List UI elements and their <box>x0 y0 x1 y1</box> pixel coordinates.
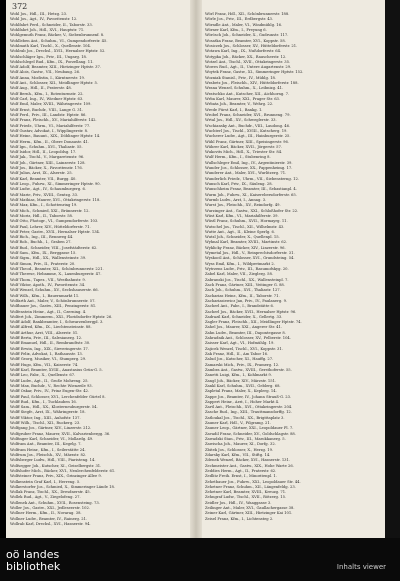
directory-entry: Zehngraf Ludw., Tischl., XVII., Rötzerg. 15. <box>205 495 287 500</box>
directory-entry: Wohlschläger Ign., Priv., III., Ungarg. 18. <box>10 54 88 59</box>
directory-entry: Zadrazil Karl, Schneider, X., Gellertg. 33. <box>205 314 283 319</box>
directory-entry: Zankl Karl, Schuhm., XVII., Geblerg. 68. <box>205 383 281 388</box>
directory-entry: Wolf Sam., Kfm., IX., Berggasse 15. <box>10 251 77 256</box>
directory-entry: Wolf Wenzel, Schuhm., XV., Sechshauserstr. 66. <box>10 288 99 293</box>
directory-entry: Wrba Karl, Maurer, XXI., Prager Str. 63. <box>205 97 281 101</box>
directory-entry: Zeilinger Ant., Maler, XVI., Gaullachergasse 38. <box>205 506 295 511</box>
directory-entry: Wolf Sigm., Hdl., XX., Wallensteinstr. 39. <box>10 256 87 261</box>
directory-entry: Wyklicky Franz, Bäcker, XIV., Linzerstr. 96. <box>205 245 286 250</box>
directory-entry: Zagler Franz, Fleischh., XII., Meidlinger Hptstr. 74. <box>205 320 302 325</box>
directory-entry: Wosiczek Jos., Schlosser, XV., Hütteldorferstr. 21. <box>205 43 298 48</box>
directory-entry: Wörle Jos., Priv., III., Erdbergstr. 43. <box>205 17 274 22</box>
directory-entry: Wolfbauer Jos., Gastw., XIII., Penzingerstr. 81. <box>10 304 97 309</box>
directory-entry: Wolff Emanuel, Hdl., II., Rembrandtstr. 30. <box>10 341 91 346</box>
directory-entry: Wolf Gustav, Advokat, I., Wipplingerstr. 8. <box>10 128 89 133</box>
directory-entry: Woller Jos., Gastw., XXI., Jedleseerstr. 102. <box>10 506 91 511</box>
directory-entry: Wrbata Joh., Beamter, V., Wehrg. 22. <box>205 102 274 107</box>
directory-entry: Wrana Wenzel, Schuhm., X., Leibnizg. 41. <box>205 86 284 91</box>
directory-entry: Wolff Siegfr., Arzt, IX., Währingerstr. 18. <box>10 410 86 415</box>
directory-entry: Wurzinger Ant., Gastw., XXI., Schloßhofer Str. 22. <box>205 208 299 213</box>
directory-entry: Wolf Leop., Fuhrw., XI., Simmeringer Hptstr. 90. <box>10 182 101 186</box>
directory-entry: Wolf Jak., Tischl., V., Margaretenstr. 96. <box>10 155 85 160</box>
directory-entry: Zabel Karl, Maler, VII., Zieglerg. 58. <box>205 272 274 277</box>
directory-entry: Wohlfahrt Joh., Hdl., XVI., Hauptstr. 71. <box>10 27 85 32</box>
directory-entry: Zedlitz Freih. Ernst, I., Minoritenpl. 1. <box>205 474 277 479</box>
directory-entry: Wolf Wilh., Kfm., I., Bauernmarkt 11. <box>10 293 80 298</box>
directory-entry: Wolf Ferd., Priv., III., Landstr. Hptstr. 86. <box>10 112 87 117</box>
directory-entry: Wolfarth Ant., Maler, V., Schönbrunnerstr. 57. <box>10 298 96 303</box>
directory-entry: Wolff Wilh., Tischl., XII., Ruckerg. 23. <box>10 421 81 426</box>
directory-entry: Wunderlich Friedr., Uhrm., VII., Siebensterng. 12. <box>205 176 300 181</box>
directory-entry: Wolf Aug., Hdl., II., Praterstr. 48. <box>10 86 72 91</box>
directory-entry: Wohlschlegel Rud., Kfm., IX., Porzellang. 11. <box>10 59 94 64</box>
directory-entry: Wolf Emil, Maler, XVIII., Währingerstr. 109. <box>10 102 92 107</box>
directory-entry: Wühl Franz, Gärtner, XIII., Speisingerstr. 96. <box>205 139 290 144</box>
viewer-edge <box>385 0 400 538</box>
directory-entry: Wutte Ant., Agt., II., Kleine Sperlg. 6. <box>205 229 276 234</box>
directory-entry: Wurmb Ludw., Arzt, I., Annag. 3. <box>205 197 267 202</box>
directory-entry: Wolf Theod., Beamter, XII., Schönbrunnerstr. 221. <box>10 267 104 271</box>
directory-entry: Wolf Simon, Priv., II., Praterstr. 20. <box>10 261 76 266</box>
directory-entry: Zamarski Mich., Priv., IX., Pramerg. 12. <box>205 362 280 367</box>
directory-entry: Wolkerstorfer Jos., Schmied, X., Simmeringer Lände 18. <box>10 484 116 489</box>
directory-entry: Wschiansky Ant., Buchdr., VIII., Laudong. 46. <box>205 123 291 128</box>
directory-entry: Wolfgruber Franz, Maurer, XVII., Kalvarienbergg. 36. <box>10 431 111 436</box>
directory-entry: Zeisel Franz, Kfm., I., Lichtensteg 2. <box>205 516 274 521</box>
directory-entry: Wyhnal Karl, Beamter, XVIII., Martinstr. 62. <box>205 240 288 245</box>
scanned-page <box>6 0 385 538</box>
directory-entry: Zapletal Franz, Maler, X., Keplerg. 14. <box>205 389 277 394</box>
directory-entry: Wolfinger Karl, Schneider, VI., Mollardg. 49. <box>10 437 94 441</box>
directory-entry: Zappe Jos., Beamter, IV., Johann Strauß-G. 23. <box>205 394 292 399</box>
directory-entry: Wolf Julius, Arzt, IX., Alserstr. 25. <box>10 171 73 176</box>
directory-entry: Wolf Heinr., Bauunt., XIX., Döblinger Hptstr. 14. <box>10 134 101 139</box>
directory-entry: Wullschleger Emil, Ing., IV., Argentinierstr. 39. <box>205 160 293 165</box>
directory-entry: Wratschko Ant., Kutscher, XII., Aichhorng. 7. <box>205 91 290 96</box>
directory-entry: Wolf Ign., Schuhm., XVI., Thaliastr. 55. <box>10 144 83 149</box>
left-column <box>10 12 188 527</box>
directory-entry: Wolfenstein Heinr., Agt., II., Czerning. 4. <box>10 309 87 314</box>
directory-entry: Wolf Herm., Kfm., II., Obere Donaustr. 41. <box>10 139 89 144</box>
directory-entry: Wörndle Ant., Maler, VI., Windmühlg. 16. <box>205 22 283 27</box>
directory-entry: Wolf Peter, Gastw., XVII., Hernalser Hptstr. 134. <box>10 229 101 234</box>
directory-entry: Zauner Leop., Gärtner, XXI., Leopoldauer Pl. 7. <box>205 426 294 431</box>
directory-entry: Zahn Ludw., Beamter, III., Dapontegasse 8. <box>205 330 286 335</box>
directory-entry: Wunschheim Franz, Beamter, III., Sebastianpl. 4. <box>205 187 297 192</box>
directory-entry: Zehetner Franz, Schuhm., XII., Längenfeldg. 23. <box>205 484 296 489</box>
directory-entry: Wolf Karl, Beamter, VII., Burgg. 40. <box>10 176 77 181</box>
directory-entry: Zacherl Jos., Bäcker, XVII., Hernalser Hptstr. 96. <box>205 309 297 314</box>
directory-entry: Wührer Karl, Bäcker, XVII., Jörgerstr. 57. <box>205 144 283 149</box>
directory-entry: Wosatka Franz, Beamter, XVI., Koppstr. 58. <box>205 38 286 43</box>
directory-entry: Wohlleben Ant., Schuhm., VI., Gumpendorferstr. 45. <box>10 38 108 43</box>
directory-entry: Wolff Berta, Priv., III., Salesianerg. 12. <box>10 336 83 341</box>
directory-entry: Wüst Karl, Kfm., VI., Mariahilferstr. 39. <box>205 213 279 218</box>
directory-entry: Wolfram Ant., Beamter, III., Kegelg. 7. <box>10 442 82 447</box>
directory-entry: Wotzel Ant., Tischl., XVII., Ottakringerstr. 35. <box>205 59 291 64</box>
logo-line1: oö landes <box>6 548 60 561</box>
directory-entry: Zawischa Joh., Maurer, XI., Dorfg. 32. <box>205 442 276 447</box>
directory-entry: Wollenek Ant., Schuhm., XVII., Rosensteing. 73. <box>10 500 100 505</box>
directory-entry: Wolff Erwin, Ing., XIX., Sieveringerstr. 17. <box>10 346 89 351</box>
directory-entry: Zabranski Jos., Tischl., XX., Wallensteinpl. 7. <box>205 277 289 282</box>
directory-entry: Zajicek Wenzel, Tischl., XVI., Koppstr. 31. <box>205 346 283 351</box>
directory-entry: Wolf Max, Kfm., I., Schottenring 19. <box>10 203 78 208</box>
directory-entry: Zacherl Ant., Fabr., I., Brandstätte 6. <box>205 304 275 309</box>
directory-entry: Wukovits Mich., Hdl., X., Triester Str. 84. <box>205 150 283 155</box>
directory-entry: Wohl Jos., Hdl., III., Hetzg. 23. <box>10 12 68 16</box>
directory-entry: Wrabetz Jos., Fleischh., XIV., Hütteldorferstr. 188. <box>205 81 299 86</box>
directory-entry: Zavadil Franz, Schneider, XV., Goldschlagstr. 88. <box>205 431 296 436</box>
directory-entry: Zbitek Jos., Schlosser, X., Herzg. 19. <box>205 447 274 452</box>
directory-entry: Wolf Paul, Lehrer, XIV., Hütteldorferstr. 71. <box>10 224 91 229</box>
directory-entry: Wrede Fürst Karl, I., Bankg. 1. <box>205 107 263 112</box>
directory-entry: Zartl Ant., Fleischh., XVI., Ottakringerstr. 204. <box>205 405 293 410</box>
directory-entry: Wolff Oskar, Priv., IV., Prinz Eugen-Str. 42. <box>10 389 90 394</box>
directory-entry: Wolf Rud., Schneider, VIII., Josefstädterstr. 62. <box>10 245 98 250</box>
directory-entry: Wolff Rud., Kfm., I., Tuchlauben 16. <box>10 399 77 404</box>
directory-entry: Wollner Herm., Kfm., II., Novarag. 38. <box>10 511 82 516</box>
directory-entry: Wohl Jos., Agt., IV., Favoritenstr. 12. <box>10 17 78 22</box>
directory-entry: Wolfert Joh., Zimmerm., XXI., Floridsdorfer Hptstr. 26. <box>10 314 113 319</box>
directory-entry: Zeiner Karl, Gärtner, XIII., Hietzinger Kai 101. <box>205 511 293 516</box>
directory-entry: Wollek Rud., Agt., V., Ziegelofeng. 27. <box>10 495 81 500</box>
directory-entry: Wolf Therese, Hebamme, X., Laxenburgerstr. 47. <box>10 272 102 277</box>
directory-entry: Wolf Otto, Photogr., VI., Gumpendorferstr. 103. <box>10 219 99 224</box>
directory-entry: Zdarsky Karl, Kfm., VII., Stiftg. 14. <box>205 452 271 457</box>
directory-entry: Wolf Mich., Schmied, XXI., Brünnerstr. 12. <box>10 208 90 213</box>
directory-entry: Zach Franz, Gärtner, XIII., Veitinger G. 88. <box>205 282 285 287</box>
directory-entry: Zawadzki Stan., Priv., III., Marokkanerg. 5. <box>205 437 286 441</box>
directory-entry: Zeddies Herm., Agt., II., Praterstr. 62. <box>205 468 277 473</box>
directory-entry: Wolff Adolf, Bankbeamter, I., Schwarzenbergpl. 3. <box>10 320 104 325</box>
directory-entry: Zehetbauer Jos., Fuhrw., XXI., Leopoldauer Str. 44. <box>205 479 301 484</box>
directory-entry: Wulf Herm., Kfm., I., Stubenring 8. <box>205 155 271 160</box>
directory-entry: Zahel Jos., Maurer, XXI., Angerer Str. 41. <box>205 325 283 330</box>
directory-entry: Wolff Karl, Beamter, XVIII., Anastasius Grün-G. 5. <box>10 367 103 372</box>
directory-entry: Wohlgemuth Franz, Bäcker, V., Siebenbrunnenf. 8. <box>10 33 105 38</box>
directory-entry: Wolf Moriz, Hdl., II., Taborstr. 58. <box>10 213 74 218</box>
directory-entry: Wolff Sam., Hdl., XX., Klosterneuburgerstr. 54. <box>10 405 98 410</box>
directory-entry: Zasche Rud., Ing., XIII., Trauttmansdorffg. 12. <box>205 410 292 415</box>
directory-entry: Wolf Ernst, Buchdr., VIII., Lange G. 31. <box>10 107 84 112</box>
directory-entry: Wolf Viktor, Apoth., IV., Favoritenstr. 34. <box>10 282 86 287</box>
directory-entry: Wolff Viktor, Ing., XIII., Auhofstr. 137. <box>10 415 81 420</box>
directory-entry: Zahradnik Ant., Schlosser, XV., Felberstr. 104. <box>205 336 291 341</box>
directory-entry: Woytek Franz, Gastw., XI., Simmeringer Hptstr. 152. <box>205 70 304 75</box>
directory-entry: Wolf Ludw., Agt., IV., Schaumburgerg. 6. <box>10 187 86 192</box>
directory-entry: Wolf Rob., Buchh., I., Graben 27. <box>10 240 72 245</box>
directory-entry: Zauner Karl, Hdl., V., Pilgramg. 21. <box>205 421 271 426</box>
directory-entry: Zacharias Heinr., Kfm., II., Taborstr. 71. <box>205 293 280 298</box>
viewer-label[interactable]: Inhalts viewer <box>336 563 386 571</box>
directory-entry: Wuchterl Jos., Tischl., XVIII., Kutscherg. 19. <box>205 128 288 133</box>
directory-entry: Wörösch Joh., Schneider, X., Gudrunstr. 117. <box>205 33 289 38</box>
directory-entry: Wytrzens Ludw., Priv., III., Rasumofskyg. 20. <box>205 267 289 271</box>
directory-entry: Wolf Mathias, Maurer, XVI., Ottakringerstr. 118. <box>10 197 101 202</box>
directory-entry: Wollrab Karl, Drechsl., XVI., Hasnerstr. 94. <box>10 522 91 526</box>
directory-entry: Wolf Bernh., Kfm., I., Rotenturmstr. 22. <box>10 91 84 96</box>
directory-entry: Zdenek Wenzel, Bäcker, XVI., Hasnerstr. 131. <box>205 458 291 463</box>
directory-entry: Wozniak Stanisl., Priv., IV., Mühlg. 18. <box>205 75 277 80</box>
directory-entry: Wohlfahrt Ferd., Schneider, II., Taborstr. 33. <box>10 22 93 27</box>
directory-entry: Zeidler Jos., Hdl., IV., Waaggasse 3. <box>205 500 272 505</box>
directory-entry: Wutschel Jos., Tischl., XII., Wilhelmstr. 43. <box>205 224 285 229</box>
directory-entry: Wunsch Karl, Priv., IX., Säuleng. 28. <box>205 182 273 186</box>
directory-entry: Wohlrab Jos., Drechsl., XVII., Hernalser Hptstr. 52. <box>10 49 106 54</box>
directory-entry: Wolfsegger Joh., Kutscher, XI., Geiselbergstr. 31. <box>10 463 102 468</box>
directory-entry: Wutzl Joh., Schneider, X., Quellenpl. 15. <box>205 235 280 240</box>
directory-entry: Wolf Franz, Fleischh., XV., Mariahilferstr. 142. <box>10 118 97 123</box>
directory-entry: Zak Franz, Hdl., II., Am Tabor 16. <box>205 352 269 356</box>
directory-entry: Wyskocil Ant., Schlosser, XVI., Grundsteing. 54. <box>205 256 295 261</box>
directory-entry: Wollner Ludw., Beamter, IV., Rainerg. 21. <box>10 516 88 521</box>
directory-entry: Wotypka Joh., Bäcker, XX., Rauscherstr. 12. <box>205 54 287 59</box>
directory-entry: Wolff Alfred, Kfm., IX., Liechtensteinstr. 88. <box>10 325 92 330</box>
directory-entry: Zambra Ant., Gastw., XVIII., Gersthoferstr. 55. <box>205 367 292 372</box>
directory-entry: Wolff Arthur, Arzt, VIII., Alserstr. 51. <box>10 330 79 335</box>
directory-entry: Wohlmuth Karl, Tischl., X., Quellenstr. 104. <box>10 43 92 48</box>
directory-entry: Wolf Carl, Ing., IV., Wiedner Hptstr. 63. <box>10 97 84 101</box>
directory-entry: Zanetti Luigi, Kfm., I., Kohlmarkt 9. <box>205 373 272 378</box>
directory-entry: Wolf Isidor, Hdl., II., Leopoldsg. 17. <box>10 150 77 155</box>
directory-entry: Wüstl Franz, Schuhm., XVII., Hormayrg. 11. <box>205 219 288 224</box>
directory-entry: Wolf Ant., Schlosser, XII., Meidlinger Hptstr. 5. <box>10 81 98 86</box>
directory-entry: Wotawa Karl, Ing., IX., Nußdorferstr. 64. <box>205 49 282 54</box>
directory-entry: Zappert Heinr., Arzt, I., Hoher Markt 4. <box>205 399 280 404</box>
directory-entry: Wunder Jos., Schlosser, XX., Pappenheimg. 17. <box>205 166 293 171</box>
directory-entry: Wollak Franz, Tischl., XX., Dresdnerstr. 45. <box>10 490 91 495</box>
directory-entry: Wymetal Jos., Hdl., V., Reinprechtsdorferstr. 31. <box>205 251 295 256</box>
directory-entry: Wolf Thom., Tapez., VII., Westbahnstr. 9. <box>10 277 86 282</box>
directory-entry: Wolfram Heinr., Kfm., I., Seilerstätte 24. <box>10 447 86 452</box>
page-gutter <box>190 0 202 538</box>
directory-entry: Wolff Max, Buchdr., V., Rechte Wienzeile 93. <box>10 383 93 388</box>
directory-entry: Wolf Anna, Modistin, I., Kärntnerstr. 19. <box>10 75 86 80</box>
directory-entry: Wolf Marie, Priv., XVIII., Gentzg. 33. <box>10 192 79 197</box>
directory-entry: Wrobel Franz, Schneider, XVI., Brunneng. 79. <box>205 112 291 117</box>
directory-entry: Zalud Jos., Kutscher, XI., Hauffg. 27. <box>205 357 274 362</box>
directory-entry: Wowes Rud., Agt., II., Untere Augartenstr. 29. <box>205 65 292 70</box>
directory-entry: Wyss Emil, Kfm., I., Wildpretmarkt 2. <box>205 261 275 266</box>
directory-entry: Wrtal Jos., Hdl., XV., Schweglerstr. 33. <box>205 118 277 123</box>
directory-entry: Wolff Leo, Fabr., X., Quellenstr. 67. <box>10 373 76 378</box>
directory-entry: Zach Joh., Schuhm., XVI., Thaliastr. 127. <box>205 288 281 293</box>
directory-entry: Wolf Alois, Gastw., VII., Neubaug. 26. <box>10 70 81 75</box>
directory-entry: Wolfshofer Mich., Bäcker, XVI., Neulerchenfelderstr. 61. <box>10 468 116 473</box>
directory-entry: Wörl Franz, Hdl., XII., Schönbrunnerstr. 188. <box>205 12 290 16</box>
directory-entry: Wolfgang Jos., Gärtner, XIV., Linzerstr. 212. <box>10 426 92 431</box>
directory-entry: Zaisser Karl, Agt., VI., Hofmühlg. 19. <box>205 341 275 346</box>
directory-entry: Wunderer Ant., Maler, XVI., Wurlitzerg. 71. <box>205 171 287 176</box>
directory-entry: Wurst Jos., Fleischh., XV., Reindorfg. 49. <box>205 203 281 208</box>
page-number: 372 <box>12 2 28 11</box>
directory-entry: Wolff Ludw., Agt., II., Große Mohreng. 25. <box>10 378 89 383</box>
directory-entry: Wolff Georg, Musiker, VI., Stumperg. 29. <box>10 357 87 362</box>
directory-entry: Zachariasiewicz Jan, Priv., IV., Paulanerg. 9. <box>205 298 288 303</box>
directory-entry: Wörner Karl, Kfm., I., Freyung 6. <box>205 27 267 32</box>
directory-entry: Wolkenstein Graf Karl, I., Herreng. 5. <box>10 479 81 484</box>
directory-entry: Wolf Joh., Gärtner, XIII., Lainzerstr. 128. <box>10 160 86 165</box>
library-logo[interactable] <box>6 549 126 579</box>
directory-entry: Wolf Adolf, Beamter, XIII., Hietzinger Hptstr. 37. <box>10 65 101 70</box>
directory-entry: Wucherer Ludw., Agt., III., Hainburgerstr. 25. <box>205 134 291 139</box>
directory-entry: Wolfsberger Ludw., Hdl., VIII., Piaristeng. 14. <box>10 458 96 463</box>
directory-entry: Wurm Joh., Fuhrw., XI., Kaiserebersdorferstr. 65. <box>205 192 297 197</box>
directory-entry: Zehetner Karl, Beamter, XVIII., Kreuzg. 71. <box>205 490 287 495</box>
logo-line2: bibliothek <box>6 560 61 573</box>
directory-entry: Wolfrum Jos., Fleischh., XV., Märzstr. 82. <box>10 452 87 457</box>
directory-entry: Wolf Jos., Bäcker, X., Favoritenstr. 176. <box>10 166 83 171</box>
right-column <box>205 12 383 522</box>
directory-entry: Zechmeister Ant., Gastw., XIX., Hohe Warte 26. <box>205 463 294 468</box>
directory-entry: Wolfsteiner Franz, Priv., XIX., Grinzinger Allee 9. <box>10 474 102 479</box>
directory-entry: Zangl Joh., Bäcker, XIV., Märzstr. 151. <box>205 378 277 383</box>
directory-entry: Wolff Paul, Schlosser, XVI., Lerchenfelder Gürtel 8. <box>10 394 106 399</box>
directory-entry: Zatloukal Jos., Tischl., XX., Brigittaplatz 3. <box>205 415 285 420</box>
directory-entry: Wolff Hugo, Kfm., VII., Kaiserstr. 74. <box>10 362 79 367</box>
directory-entry: Wolff Felix, Advokat, I., Rathausstr. 13. <box>10 352 83 356</box>
directory-entry: Wolf Friedr., Uhrm., VI., Mariahilferstr. 77. <box>10 123 91 128</box>
directory-entry: Wolf Rich., Ing., III., Rennweg 44. <box>10 235 74 240</box>
